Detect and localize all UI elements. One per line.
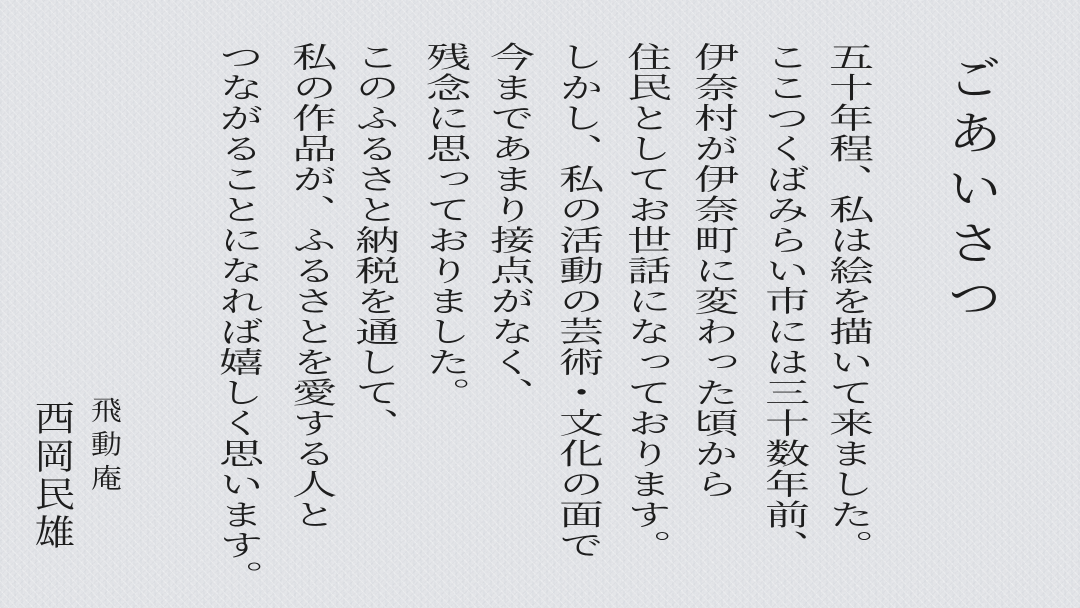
- text-column-4: 住民としてお世話になっております。: [620, 42, 671, 561]
- text-column-2: ここつくばみらい市には三十数年前、: [758, 42, 809, 561]
- text-column-6: 今まであまり接点がなく、: [483, 42, 534, 408]
- signature-studio: 飛動庵: [86, 396, 121, 498]
- text-column-10: つながることになれば嬉しく思います。: [212, 42, 263, 591]
- text-column-5: しかし、私の活動の芸術・文化の面で: [552, 42, 603, 561]
- text-column-1: 五十年程、私は絵を描いて来ました。: [822, 42, 873, 561]
- text-column-7: 残念に思っておりました。: [419, 42, 470, 408]
- signature-name: 西岡民雄: [29, 400, 75, 552]
- text-column-9: 私の作品が、ふるさとを愛する人と: [285, 42, 336, 530]
- text-column-3: 伊奈村が伊奈町に変わった頃から: [687, 42, 738, 500]
- page-title: ごあいさつ: [940, 54, 1002, 329]
- text-column-8: このふるさと納税を通して、: [348, 42, 399, 439]
